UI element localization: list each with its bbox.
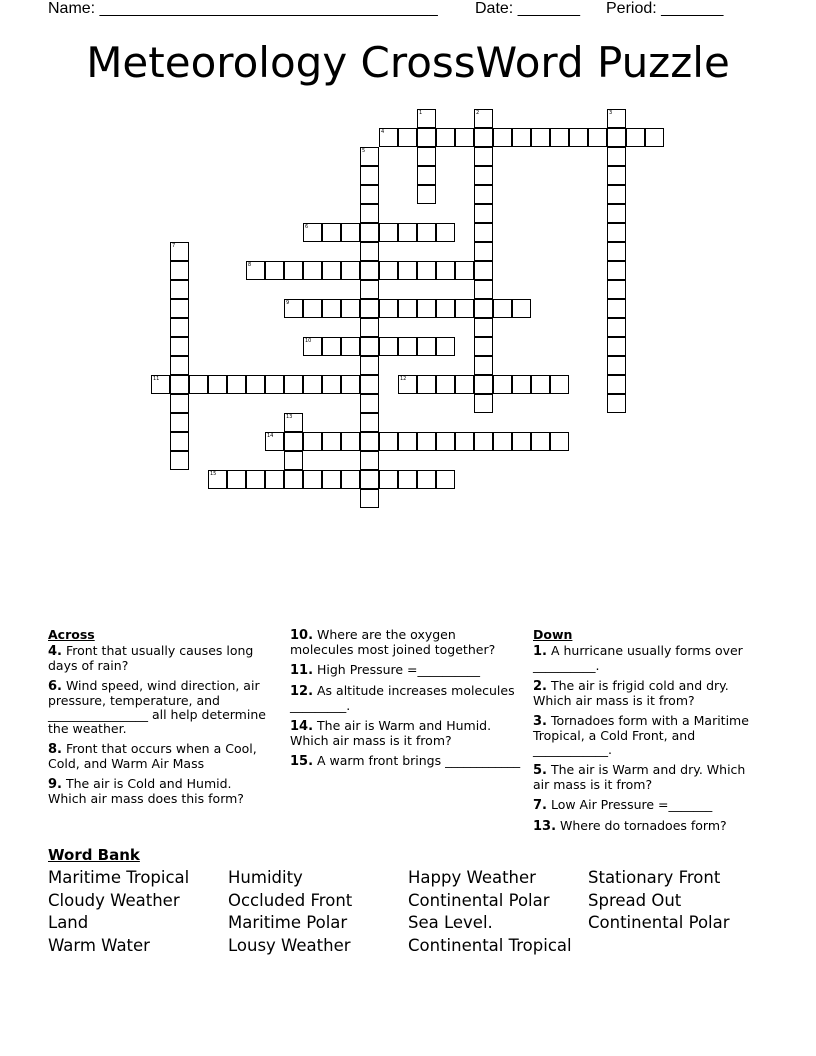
page-title: Meteorology CrossWord Puzzle: [86, 38, 730, 87]
clue-text: The air is Warm and dry. Which air mass is it from?: [533, 762, 746, 792]
crossword-cell[interactable]: [360, 223, 379, 242]
crossword-cell[interactable]: [360, 413, 379, 432]
crossword-cell[interactable]: [303, 261, 322, 280]
crossword-cell[interactable]: [607, 128, 626, 147]
crossword-cell[interactable]: [208, 375, 227, 394]
crossword-cell[interactable]: [474, 147, 493, 166]
clue-number: 15: [210, 471, 217, 477]
clue-item: [48, 742, 273, 771]
clue-text: Tornadoes form with a Maritime Tropical, a Cold Front, and ____________.: [533, 713, 749, 757]
clue-num: 13.: [533, 819, 557, 834]
crossword-cell[interactable]: [455, 128, 474, 147]
crossword-cell[interactable]: [398, 261, 417, 280]
crossword-cell[interactable]: [588, 128, 607, 147]
crossword-cell[interactable]: [607, 147, 626, 166]
across-heading: Across: [48, 627, 95, 642]
crossword-cell[interactable]: [417, 166, 436, 185]
crossword-cell[interactable]: [607, 261, 626, 280]
crossword-cell[interactable]: [360, 375, 379, 394]
down-clues: [533, 628, 758, 840]
crossword-cell[interactable]: [607, 337, 626, 356]
clue-num: 8.: [48, 742, 62, 757]
crossword-cell[interactable]: [455, 432, 474, 451]
crossword-cell[interactable]: [379, 261, 398, 280]
crossword-cell[interactable]: [170, 375, 189, 394]
crossword-cell[interactable]: [303, 470, 322, 489]
crossword-cell[interactable]: [170, 299, 189, 318]
crossword-cell[interactable]: [474, 375, 493, 394]
clue-number: 7: [172, 243, 176, 249]
crossword-cell[interactable]: [398, 299, 417, 318]
crossword-cell[interactable]: [246, 470, 265, 489]
crossword-cell[interactable]: [360, 242, 379, 261]
clue-text: The air is Warm and Humid. Which air mass is it from?: [290, 718, 492, 748]
crossword-cell[interactable]: [341, 337, 360, 356]
crossword-grid: [0, 0, 816, 520]
crossword-cell[interactable]: [303, 375, 322, 394]
clue-item: [533, 714, 758, 757]
crossword-cell[interactable]: [360, 394, 379, 413]
crossword-cell[interactable]: [379, 470, 398, 489]
crossword-cell[interactable]: [379, 432, 398, 451]
crossword-cell[interactable]: [455, 299, 474, 318]
crossword-cell[interactable]: [417, 261, 436, 280]
crossword-cell[interactable]: [607, 280, 626, 299]
down-heading: Down: [533, 627, 573, 642]
crossword-cell[interactable]: [398, 470, 417, 489]
clue-number: 9: [286, 300, 290, 306]
crossword-cell[interactable]: [360, 299, 379, 318]
crossword-cell[interactable]: [360, 489, 379, 508]
name-field[interactable]: Name: ______________________________________: [48, 0, 438, 17]
across-clues-col1: [48, 628, 273, 812]
crossword-cell[interactable]: [474, 242, 493, 261]
clue-item: [533, 763, 758, 792]
clue-text: The air is Cold and Humid. Which air mass does this form?: [48, 776, 244, 806]
crossword-cell[interactable]: [189, 375, 208, 394]
crossword-cell[interactable]: [474, 356, 493, 375]
crossword-cell[interactable]: [607, 356, 626, 375]
crossword-cell[interactable]: [569, 128, 588, 147]
crossword-cell[interactable]: [341, 470, 360, 489]
clue-num: 1.: [533, 644, 547, 659]
crossword-cell[interactable]: [303, 432, 322, 451]
crossword-cell[interactable]: [360, 451, 379, 470]
clue-item: [48, 644, 273, 673]
crossword-cell[interactable]: [360, 166, 379, 185]
word-bank-item: Cloudy Weather: [48, 890, 180, 910]
clue-num: 9.: [48, 777, 62, 792]
crossword-cell[interactable]: [398, 337, 417, 356]
crossword-cell[interactable]: [417, 223, 436, 242]
crossword-cell[interactable]: [379, 299, 398, 318]
crossword-cell[interactable]: [360, 470, 379, 489]
crossword-cell[interactable]: [436, 337, 455, 356]
clue-num: 7.: [533, 798, 547, 813]
crossword-cell[interactable]: [417, 337, 436, 356]
crossword-cell[interactable]: [227, 375, 246, 394]
crossword-cell[interactable]: [607, 299, 626, 318]
clue-num: 3.: [533, 714, 547, 729]
crossword-cell[interactable]: [474, 166, 493, 185]
crossword-cell[interactable]: [474, 261, 493, 280]
crossword-cell[interactable]: [607, 318, 626, 337]
crossword-cell[interactable]: [341, 261, 360, 280]
crossword-cell[interactable]: [607, 242, 626, 261]
crossword-cell[interactable]: [512, 128, 531, 147]
crossword-cell[interactable]: [360, 204, 379, 223]
crossword-cell[interactable]: [379, 223, 398, 242]
clue-item: [290, 719, 522, 748]
crossword-cell[interactable]: [398, 223, 417, 242]
crossword-cell[interactable]: [455, 375, 474, 394]
crossword-cell[interactable]: [170, 451, 189, 470]
clue-item: [290, 684, 522, 713]
crossword-cell[interactable]: [512, 375, 531, 394]
clue-num: 4.: [48, 644, 62, 659]
clue-text: Where are the oxygen molecules most joined together?: [290, 627, 496, 657]
crossword-cell[interactable]: [284, 375, 303, 394]
crossword-cell[interactable]: [417, 375, 436, 394]
clue-number: 14: [267, 433, 274, 439]
clue-text: A hurricane usually forms over __________.: [533, 643, 743, 673]
crossword-cell[interactable]: [303, 299, 322, 318]
crossword-cell[interactable]: [607, 223, 626, 242]
word-bank-item: Continental Tropical: [408, 936, 572, 956]
crossword-cell[interactable]: [170, 337, 189, 356]
crossword-cell[interactable]: [170, 394, 189, 413]
clue-text: Front that usually causes long days of rain?: [48, 643, 254, 673]
word-bank-item: Lousy Weather: [228, 936, 351, 956]
crossword-cell[interactable]: [607, 166, 626, 185]
crossword-cell[interactable]: [550, 128, 569, 147]
crossword-cell[interactable]: [626, 128, 645, 147]
crossword-cell[interactable]: [474, 337, 493, 356]
word-bank-item: Happy Weather: [408, 868, 536, 887]
crossword-cell[interactable]: [284, 470, 303, 489]
crossword-cell[interactable]: [284, 451, 303, 470]
clue-text: A warm front brings ____________: [313, 753, 521, 768]
crossword-cell[interactable]: [436, 432, 455, 451]
crossword-cell[interactable]: [417, 185, 436, 204]
clue-number: 2: [476, 110, 480, 116]
clue-item: [533, 679, 758, 708]
crossword-cell[interactable]: [417, 128, 436, 147]
crossword-cell[interactable]: [531, 375, 550, 394]
crossword-cell[interactable]: [170, 261, 189, 280]
word-bank-item: Warm Water: [48, 936, 150, 956]
clue-item: [48, 777, 273, 806]
clue-number: 1: [419, 110, 423, 116]
word-bank-item: Continental Polar: [588, 913, 730, 933]
crossword-cell[interactable]: [474, 185, 493, 204]
clue-num: 12.: [290, 684, 314, 699]
period-field[interactable]: Period: _______: [606, 0, 724, 17]
crossword-cell[interactable]: [322, 470, 341, 489]
crossword-cell[interactable]: [645, 128, 664, 147]
clue-item: [533, 644, 758, 673]
word-bank-item: Spread Out: [588, 890, 682, 910]
crossword-cell[interactable]: [607, 185, 626, 204]
clue-text: High Pressure =__________: [313, 662, 481, 677]
crossword-cell[interactable]: [170, 432, 189, 451]
clue-number: 4: [381, 129, 385, 135]
crossword-cell[interactable]: [493, 299, 512, 318]
clue-number: 12: [400, 376, 407, 382]
crossword-cell[interactable]: [417, 470, 436, 489]
crossword-cell[interactable]: [322, 432, 341, 451]
crossword-cell[interactable]: [246, 375, 265, 394]
clue-number: 11: [153, 376, 160, 382]
clue-text: Where do tornadoes form?: [556, 818, 727, 833]
across-clues-col2: [290, 628, 522, 775]
crossword-cell[interactable]: [360, 356, 379, 375]
crossword-cell[interactable]: [360, 337, 379, 356]
clue-item: [290, 663, 522, 678]
crossword-cell[interactable]: [322, 223, 341, 242]
crossword-cell[interactable]: [493, 375, 512, 394]
clue-text: Wind speed, wind direction, air pressure, temperature, and ________________ all help determine the weather.: [48, 678, 266, 736]
crossword-cell[interactable]: [284, 432, 303, 451]
crossword-cell[interactable]: [341, 223, 360, 242]
crossword-cell[interactable]: [607, 394, 626, 413]
clue-item: [290, 754, 522, 769]
clue-number: 10: [305, 338, 312, 344]
clue-num: 10.: [290, 628, 314, 643]
crossword-cell[interactable]: [550, 375, 569, 394]
crossword-cell[interactable]: [341, 299, 360, 318]
clue-num: 6.: [48, 679, 62, 694]
crossword-cell[interactable]: [607, 375, 626, 394]
crossword-cell[interactable]: [474, 204, 493, 223]
clue-text: The air is frigid cold and dry. Which air mass is it from?: [533, 678, 729, 708]
crossword-cell[interactable]: [493, 128, 512, 147]
crossword-cell[interactable]: [607, 204, 626, 223]
clue-item: [290, 628, 522, 657]
crossword-cell[interactable]: [322, 261, 341, 280]
crossword-cell[interactable]: [398, 128, 417, 147]
crossword-cell[interactable]: [436, 223, 455, 242]
crossword-cell[interactable]: [284, 261, 303, 280]
clue-text: Low Air Pressure =_______: [546, 797, 713, 812]
crossword-cell[interactable]: [512, 432, 531, 451]
clue-text: As altitude increases molecules _________.: [290, 683, 515, 713]
crossword-cell[interactable]: [417, 299, 436, 318]
clue-item: [48, 679, 273, 736]
crossword-cell[interactable]: [398, 432, 417, 451]
crossword-cell[interactable]: [379, 337, 398, 356]
crossword-cell[interactable]: [474, 223, 493, 242]
crossword-cell[interactable]: [455, 261, 474, 280]
crossword-cell[interactable]: [170, 280, 189, 299]
crossword-cell[interactable]: [341, 432, 360, 451]
clue-num: 5.: [533, 763, 547, 778]
clue-number: 8: [248, 262, 252, 268]
crossword-cell[interactable]: [493, 432, 512, 451]
crossword-cell[interactable]: [531, 432, 550, 451]
clue-item: [533, 819, 758, 834]
crossword-cell[interactable]: [170, 318, 189, 337]
crossword-cell[interactable]: [436, 299, 455, 318]
crossword-cell[interactable]: [322, 375, 341, 394]
crossword-cell[interactable]: [417, 432, 436, 451]
word-bank-item: Continental Polar: [408, 890, 550, 910]
word-bank-item: Stationary Front: [588, 868, 721, 887]
crossword-cell[interactable]: [341, 375, 360, 394]
clue-item: [533, 798, 758, 813]
clue-num: 11.: [290, 663, 314, 678]
word-bank-item: Sea Level.: [408, 913, 493, 933]
crossword-cell[interactable]: [360, 280, 379, 299]
crossword-cell[interactable]: [474, 394, 493, 413]
crossword-cell[interactable]: [170, 356, 189, 375]
word-bank-item: Maritime Polar: [228, 913, 348, 933]
word-bank-item: Land: [48, 913, 89, 933]
crossword-cell[interactable]: [474, 299, 493, 318]
clue-num: 2.: [533, 679, 547, 694]
crossword-cell[interactable]: [360, 432, 379, 451]
word-bank-item: Occluded Front: [228, 890, 353, 910]
crossword-cell[interactable]: [436, 261, 455, 280]
crossword-cell[interactable]: [417, 147, 436, 166]
crossword-cell[interactable]: [265, 375, 284, 394]
crossword-cell[interactable]: [265, 470, 284, 489]
crossword-cell[interactable]: [360, 185, 379, 204]
crossword-cell[interactable]: [170, 413, 189, 432]
crossword-cell[interactable]: [360, 318, 379, 337]
clue-num: 15.: [290, 754, 314, 769]
crossword-cell[interactable]: [550, 432, 569, 451]
crossword-cell[interactable]: [474, 280, 493, 299]
crossword-cell[interactable]: [474, 318, 493, 337]
clue-number: 5: [362, 148, 366, 154]
word-bank-title: Word Bank: [48, 846, 140, 864]
clue-number: 6: [305, 224, 309, 230]
clue-number: 13: [286, 414, 293, 420]
word-bank-item: Humidity: [228, 868, 303, 887]
crossword-cell[interactable]: [512, 299, 531, 318]
date-field[interactable]: Date: _______: [475, 0, 580, 17]
clue-number: 3: [609, 110, 613, 116]
clue-text: Front that occurs when a Cool, Cold, and Warm Air Mass: [48, 741, 257, 771]
clue-num: 14.: [290, 719, 314, 734]
crossword-cell[interactable]: [322, 299, 341, 318]
crossword-cell[interactable]: [322, 337, 341, 356]
crossword-cell[interactable]: [360, 261, 379, 280]
crossword-cell[interactable]: [436, 470, 455, 489]
crossword-cell[interactable]: [474, 128, 493, 147]
crossword-cell[interactable]: [265, 261, 284, 280]
crossword-cell[interactable]: [474, 432, 493, 451]
crossword-cell[interactable]: [227, 470, 246, 489]
crossword-cell[interactable]: [436, 128, 455, 147]
crossword-cell[interactable]: [436, 375, 455, 394]
crossword-cell[interactable]: [531, 128, 550, 147]
word-bank-item: Maritime Tropical: [48, 868, 190, 887]
